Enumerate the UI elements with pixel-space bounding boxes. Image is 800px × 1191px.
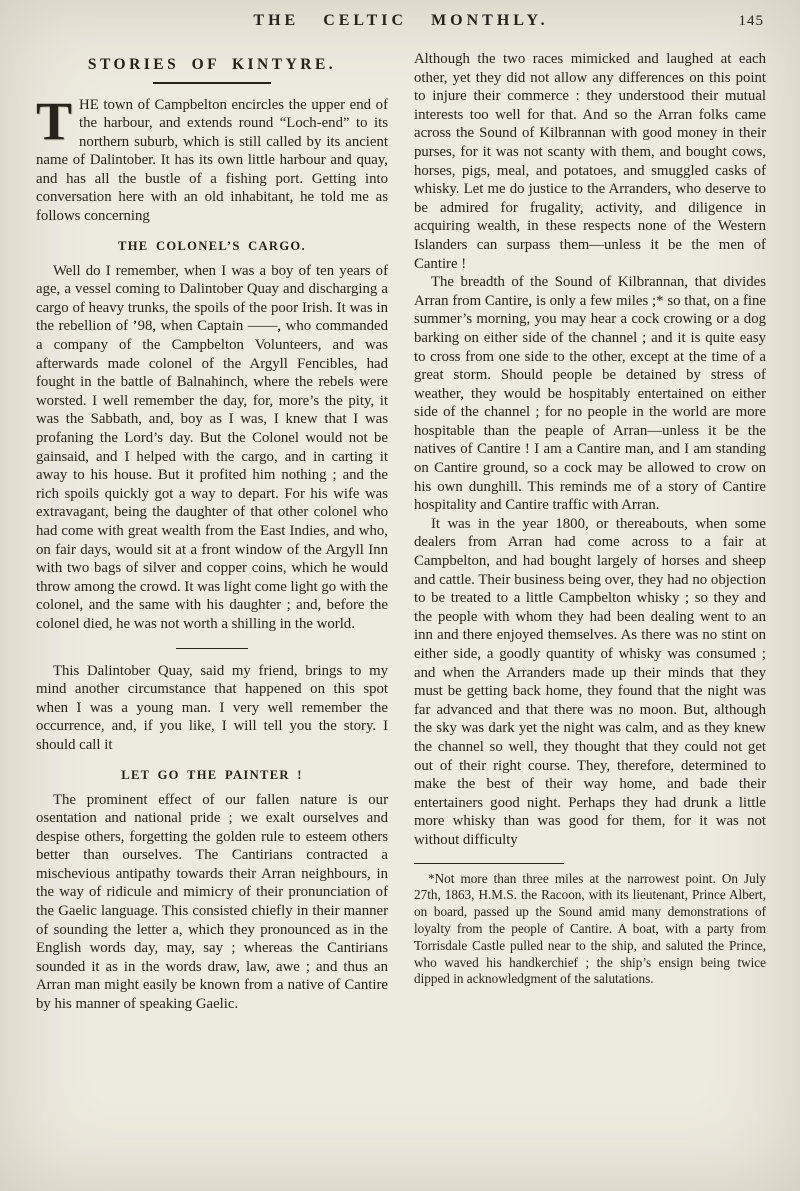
subheading-let-go-the-painter: LET GO THE PAINTER !: [121, 767, 303, 782]
journal-title: THE CELTIC MONTHLY.: [253, 12, 549, 29]
paragraph-sound-breadth: The breadth of the Sound of Kilbrannan, that divides Arran from Cantire, is only a few miles ;* so that, on a fine summer’s morning, you may hear a cock crowing or a dog barking on either side of the channel ; and it is quite easy to cross from one side to the other, except at the time of a great storm. Should people be detained by stress of weather, they would be hospitably entertained on either side of the channel ; for no people in the world are more hospitable than the peaple of Arran—unless it be the natives of Cantire ! I am a Cantire man, and I am standing on Cantire ground, so a cock may be allowed to crow on his own dunghill. This reminds me of a story of Cantire hospitality and Cantire traffic with Arran.: [414, 274, 766, 514]
paragraph-dalintober-quay: This Dalintober Quay, said my friend, brings to my mind another circumstance that happened on this spot when I was a young man. I very well remember the occurrence, and, if you like, I will tell you the story. I should call it: [36, 662, 388, 753]
page-number: 145: [738, 13, 764, 29]
paragraph-national-pride: The prominent effect of our fallen nature is our osentation and national pride ; we exalt ourselves and despise others, forgetting the golden rule to esteem others better than ourselves. The Cantirians contracted a mischevious antipathy towards their Arran neighbours, in the way of ridicule and mimicry of their pronunciation of the Gaelic language. This consisted chiefly in their manner of sounding the letter a, which they pronounced as in the English words day, may, say ; whereas the Cantirians sounded it as in the words draw, law, awe ; and thus an Arran man might easily be known from a native of Cantire by his manner of speaking Gaelic.: [36, 791, 388, 1013]
footnote-text: *Not more than three miles at the narrowest point. On July 27th, 1863, H.M.S. the Racoon, with its lieutenant, Prince Albert, on board, passed up the Sound amid many demonstrations of loyalty from the people of Cantire. A boat, with a party from Torrisdale Castle pulled near to the ship, and saluted the Prince, who waved his handkerchief ; the ship’s ensign being twice dipped in acknowledgment of the salutations.: [414, 870, 766, 987]
drop-cap-initial: T: [36, 90, 73, 151]
paragraph-year-1800: It was in the year 1800, or thereabouts, when some dealers from Arran had come across to a fair at Campbelton, and had bought largely of horses and sheep and cattle. Their business being over, they had no objection to be treated to a little Campbelton whisky ; so they and the people with whom they had been dealing went to an inn and there enjoyed themselves. As there was no stint on either side, a goodly quantity of whisky was consumed ; and when the Arranders made up their minds that they must be getting back home, they found that the night was far advanced and that there was no moon. But, although the sky was dark yet the night was calm, and as they knew the channel so well, they thought that they could not get out of their right course. They, therefore, determined to make the best of their way home, and bade their entertainers good night. Perhaps they had drunk a little more whisky than was good for them, for it was not without difficulty: [414, 515, 766, 848]
page-header: [36, 12, 766, 38]
footnote-rule: [414, 863, 564, 864]
paragraph-two-races: Although the two races mimicked and laughed at each other, yet they did not allow any differences on this point to injure their commerce : they understood their mutual interests too well for that. And so the Arran folks came across the Sound of Kilbrannan with good money in their purses, for it was not scanty with them, and bought cows, horses, pigs, meal, and potatoes, and smuggled casks of whisky. Let me do justice to the Arranders, who deserve to be admired for frugality, activity, and diligence in acquiring wealth, in these respects none of the Western Islanders can surpass them—unless it be the men of Cantire !: [414, 51, 766, 272]
section-divider-rule: [176, 648, 248, 649]
article-title: STORIES OF KINTYRE.: [87, 56, 337, 73]
opening-paragraph: [36, 90, 388, 226]
left-column: [36, 50, 388, 1014]
opening-paragraph-text: HE town of Campbelton encircles the upper end of the harbour, and extends round “Loch-end” to its northern suburb, which is still called by its ancient name of Dalintober. It has its own little harbour and quay, and has all the bustle of a fishing port. Getting into conversation here with an old inhabitant, he told me as follows concerning: [36, 96, 388, 225]
right-column: [414, 50, 766, 1014]
text-columns: [36, 50, 766, 1014]
title-rule: [153, 82, 271, 84]
paragraph-colonels-cargo: Well do I remember, when I was a boy of ten years of age, a vessel coming to Dalintober Quay and discharging a cargo of heavy trunks, the spoils of the poor Irish. It was in the rebellion of ’98, when Captain ——, who commanded a company of the Campbelton Volunteers, and was afterwards made colonel of the Argyll Fencibles, had fought in the battle of Balnahinch, where the rebels were worsted. I well remember the day, for, more’s the pity, it was the Sabbath, and, boy as I was, I knew that I was profaning the Lord’s day. But the Colonel would not be gainsaid, and I helped with the cargo, and in carting it away to his house. But it profited him nothing ; and the rich spoils quickly got a way to depart. For his wife was extravagant, being the daughter of that other colonel who had come with great wealth from the East Indies, and who, on fair days, would sit at a front window of the Argyll Inn with two bags of silver and copper coins, which he would throw among the crowd. It was light come light go with the colonel, and the same with his daughter ; and, before the colonel died, he was not worth a shilling in the world.: [36, 262, 388, 632]
subheading-colonels-cargo: THE COLONEL’S CARGO.: [118, 238, 306, 253]
